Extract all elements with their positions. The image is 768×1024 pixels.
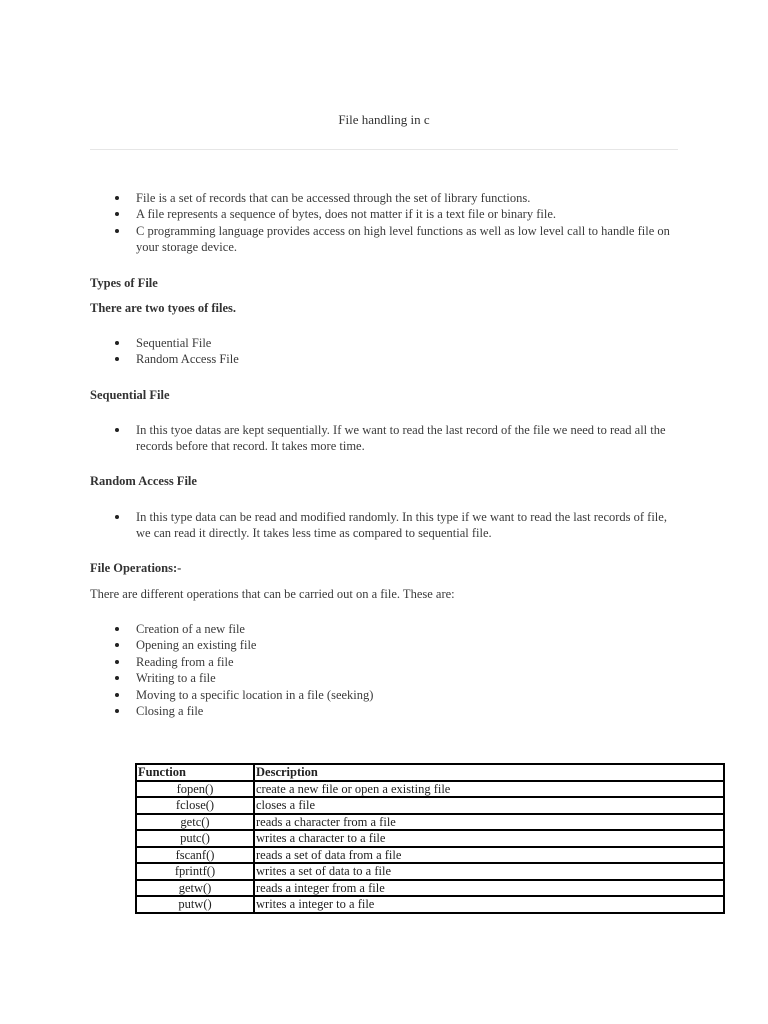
table-row [136,814,724,831]
function-cell: fclose() [136,797,254,814]
page-title: File handling in c [338,112,430,127]
description-cell: writes a character to a file [254,830,724,847]
table-row [136,880,724,897]
list-item: Reading from a file [90,654,670,670]
table-row [136,847,724,864]
function-cell: fopen() [136,781,254,798]
sequential-list [90,422,670,455]
description-cell: reads a character from a file [254,814,724,831]
list-item: Closing a file [90,703,670,719]
intro-list [90,190,670,256]
header-divider [90,149,678,150]
types-list [90,335,670,368]
function-cell: getw() [136,880,254,897]
operations-intro: There are different operations that can be carried out on a file. These are: [90,587,455,601]
function-cell: fscanf() [136,847,254,864]
function-cell: fprintf() [136,863,254,880]
list-item: File is a set of records that can be accessed through the set of library functions. [90,190,670,206]
list-item: C programming language provides access on high level functions as well as low level call to handle file on your storage device. [90,223,670,256]
description-cell: reads a integer from a file [254,880,724,897]
table-row [136,781,724,798]
sequential-heading: Sequential File [90,388,170,402]
table-row [136,830,724,847]
description-cell: reads a set of data from a file [254,847,724,864]
list-item: Random Access File [90,351,670,367]
table-row [136,797,724,814]
types-heading: Types of File [90,276,158,290]
description-cell: closes a file [254,797,724,814]
description-cell: writes a integer to a file [254,896,724,913]
function-cell: putw() [136,896,254,913]
list-item: Writing to a file [90,670,670,686]
list-item: Sequential File [90,335,670,351]
description-cell: create a new file or open a existing file [254,781,724,798]
table-row [136,896,724,913]
operations-heading: File Operations:- [90,561,182,575]
list-item: In this type data can be read and modified randomly. In this type if we want to read the last records of file, we can read it directly. It takes less time as compared to sequential file. [90,509,670,542]
list-item: A file represents a sequence of bytes, does not matter if it is a text file or binary file. [90,206,670,222]
column-header-function: Function [136,764,254,781]
operations-list [90,621,670,719]
description-cell: writes a set of data to a file [254,863,724,880]
list-item: In this tyoe datas are kept sequentially. If we want to read the last record of the file we need to read all the records before that record. It takes more time. [90,422,670,455]
column-header-description: Description [254,764,724,781]
functions-table [135,763,725,914]
list-item: Moving to a specific location in a file (seeking) [90,687,670,703]
list-item: Opening an existing file [90,637,670,653]
types-subheading: There are two tyoes of files. [90,301,237,315]
list-item: Creation of a new file [90,621,670,637]
table-header-row [136,764,724,781]
random-heading: Random Access File [90,474,197,488]
random-list [90,509,670,542]
table-row [136,863,724,880]
function-cell: putc() [136,830,254,847]
function-cell: getc() [136,814,254,831]
